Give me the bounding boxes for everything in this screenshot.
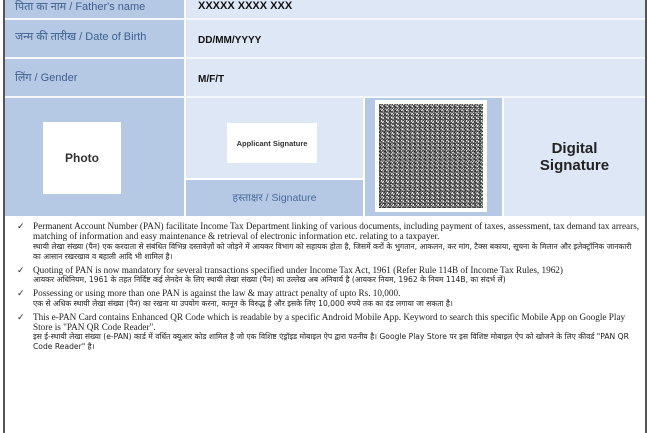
- photo-placeholder: [43, 122, 121, 194]
- note-hindi: एक से अधिक स्थायी लेखा संख्या (पैन) का रखना या उपयोग करना, कानून के विरुद्ध है और इसके लिए 10,000 रुपये तक का दंड लगाया जा सकता है।: [33, 298, 453, 308]
- digital-signature-cell: [504, 98, 645, 216]
- pan-card-form: [3, 0, 647, 433]
- photo-cell: [5, 98, 184, 216]
- check-icon: ✓: [17, 221, 25, 231]
- note-english: Possessing or using more than one PAN is against the law & may attract penalty of upto Rs. 10,000.: [33, 288, 401, 299]
- gender-value-text: M/F/T: [198, 74, 225, 85]
- notes-list: [13, 221, 641, 355]
- dob-value-text: DD/MM/YYYY: [198, 35, 262, 46]
- signature-caption: हस्ताक्षर / Signature: [232, 192, 317, 204]
- note-item: [13, 312, 641, 353]
- check-icon: ✓: [17, 288, 25, 299]
- dob-label-text: जन्म की तारीख / Date of Birth: [15, 31, 147, 43]
- qr-cell: [365, 98, 502, 216]
- fathers-name-label: [5, 0, 184, 18]
- fathers-name-label-text: पिता का नाम / Father's name: [15, 0, 146, 13]
- digital-signature-label: Digital Signature: [539, 140, 610, 174]
- applicant-signature-box: [227, 123, 317, 163]
- note-hindi: आयकर अधिनियम, 1961 के तहत निर्दिष्ट कई लेनदेन के लिए स्थायी लेखा संख्या (पैन) का उल्लेख अब अनिवार्य है (आयकर नियम, 1962 के नियम 114B, का संदर्भ लें): [33, 275, 506, 285]
- note-hindi: इस ई-स्थायी लेखा संख्या (e-PAN) कार्ड में वर्धित क्यूआर कोड शामिल है जो एक विशिष्ट एंड्रॉइड मोबाइल ऐप द्वारा पठनीय है। Google Play Store पर इस विशिष्ट मोबाइल ऐप को खोजने के लिए कीवर्ड "PAN QR Code Reader" है।: [33, 332, 629, 352]
- applicant-signature-cell: [186, 98, 363, 178]
- applicant-signature-label: Applicant Signature: [236, 138, 308, 148]
- gender-value: [186, 59, 645, 96]
- dob-value: [186, 20, 645, 57]
- note-english: This e-PAN Card contains Enhanced QR Code which is readable by a specific Android Mobile App. Keyword to search this specific Mobile App on Google Play Store is "PAN QR Code Reader".: [33, 311, 626, 333]
- photo-label: Photo: [65, 151, 99, 165]
- signature-caption-cell: [186, 180, 363, 216]
- note-hindi: स्थायी लेखा संख्या (पैन) एक करदाता से संबंधित विभिन्न दस्तावेज़ों को जोड़ने में आयकर विभाग को सहायक होता है, जिसमें करों के भुगतान, आकलन, कर मांग, टैक्स बकाया, सूचना के मिलान और इलेक्ट्रॉनिक जानकारी का आसान रखरखाव व बहाली आदि भी शामिल है।: [33, 241, 632, 261]
- row-divider: [5, 96, 645, 98]
- note-item: [13, 265, 641, 285]
- row-divider: [5, 57, 645, 59]
- check-icon: ✓: [17, 264, 25, 275]
- check-icon: ✓: [17, 311, 25, 322]
- gender-label-text: लिंग / Gender: [15, 72, 78, 84]
- note-item: [13, 288, 641, 308]
- note-english: Quoting of PAN is now mandatory for several transactions specified under Income Tax Act, 1961 (Refer Rule 114B of Income Tax Rules, 1962): [33, 264, 563, 275]
- dob-label: [5, 20, 184, 57]
- fathers-name-value-text: XXXXX XXXX XXX: [198, 0, 293, 12]
- fathers-name-value: [186, 0, 645, 18]
- qr-code-icon: [375, 100, 487, 212]
- note-item: [13, 221, 641, 262]
- note-english: Permanent Account Number (PAN) facilitate Income Tax Department linking of various documents, including payment of taxes, assessment, tax demand tax arrears, matching of information and easy maintenance & retrieval of electronic information etc. relating to a taxpayer.: [33, 221, 640, 242]
- gender-label: [5, 59, 184, 96]
- row-divider: [5, 18, 645, 20]
